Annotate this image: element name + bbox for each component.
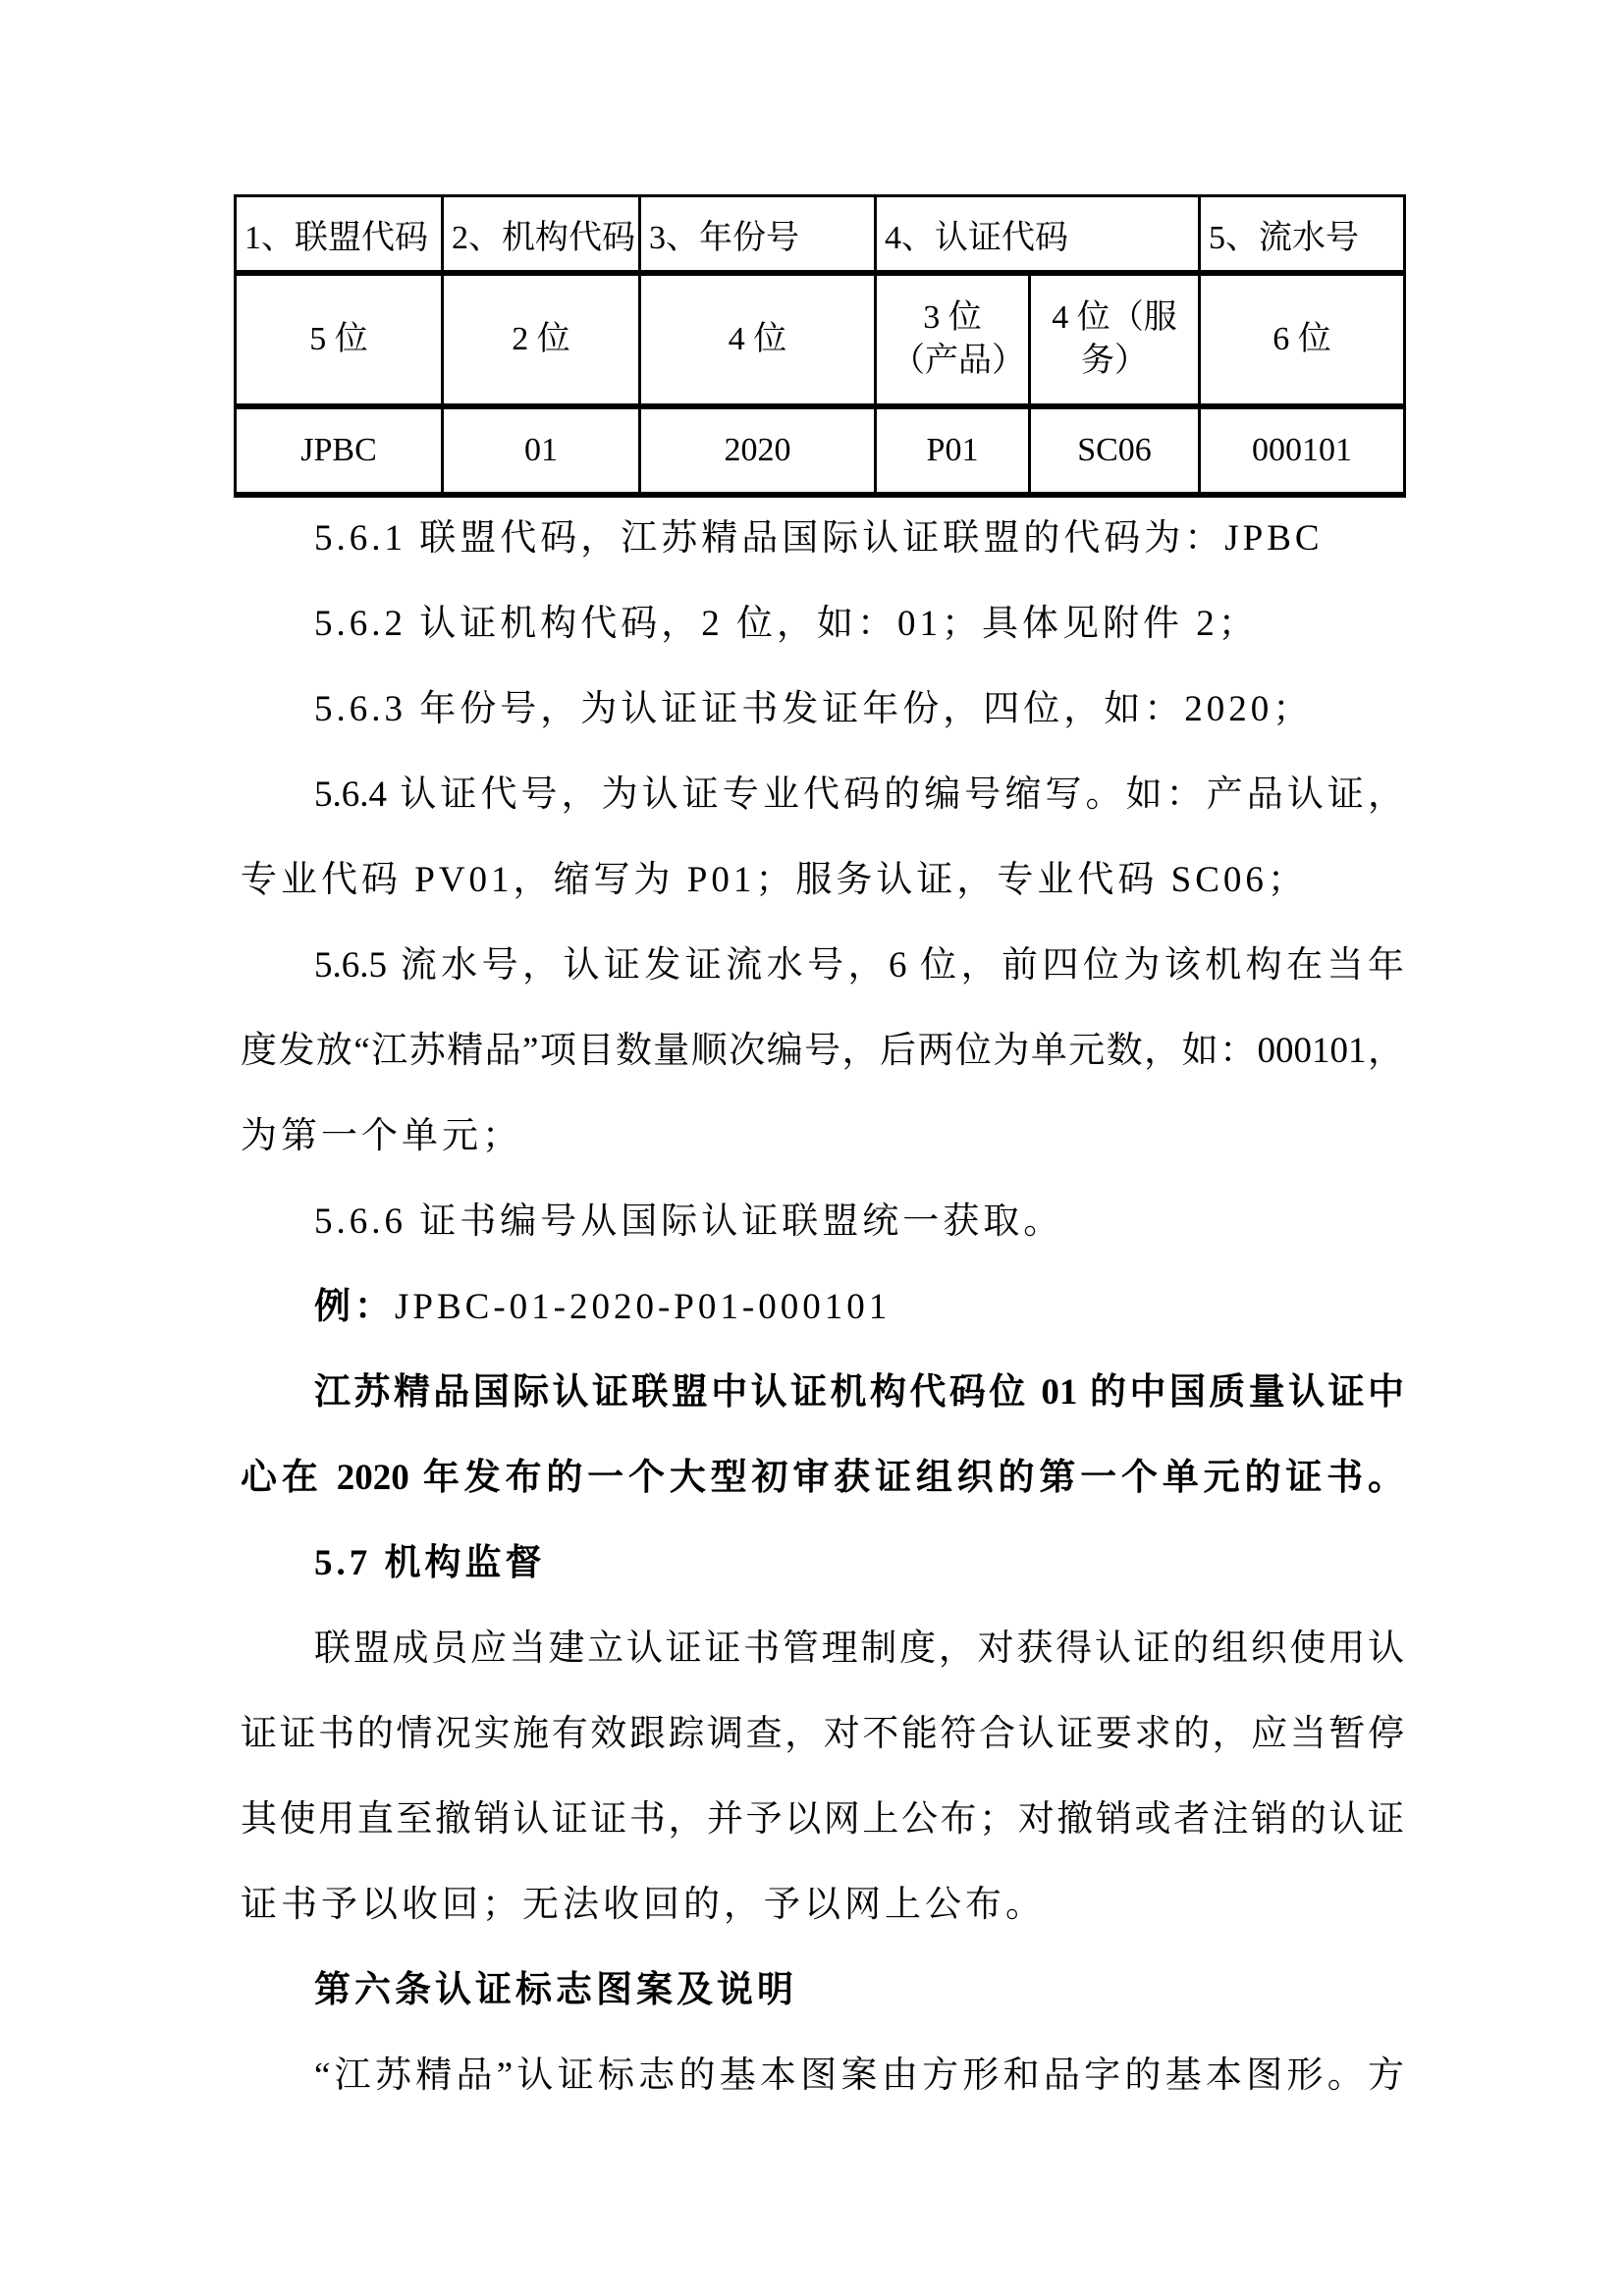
example-code-value: JPBC-01-2020-P01-000101 [395, 1287, 892, 1327]
clause-5-7-body-2: 证证书的情况实施有效跟踪调查，对不能符合认证要求的，应当暂停 [241, 1714, 1404, 1754]
cert-description-2: 心在 2020 年发布的一个大型初审获证组织的第一个单元的证书。 [241, 1458, 1404, 1498]
table-digits-row [236, 273, 1405, 406]
cell-org-digits: 2 位 [443, 273, 640, 406]
cell-product-digits: 3 位（产品） [876, 273, 1030, 406]
clause-5-6-4: 5.6.4 认证代号，为认证专业代码的编号缩写。如：产品认证， [314, 774, 1404, 815]
cell-year-digits: 4 位 [640, 273, 876, 406]
clause-5-6-6: 5.6.6 证书编号从国际认证联盟统一获取。 [314, 1201, 1064, 1242]
th-org-code: 2、机构代码 [443, 196, 640, 274]
clause-5-7-body-3: 其使用直至撤销认证证书，并予以网上公布；对撤销或者注销的认证 [241, 1799, 1404, 1840]
cell-service-value: SC06 [1030, 406, 1200, 495]
certificate-code-structure-table [234, 194, 1406, 498]
example-label: 例： [314, 1287, 395, 1327]
cert-description-1: 江苏精品国际认证联盟中认证机构代码位 01 的中国质量认证中 [314, 1372, 1404, 1413]
heading-5-7: 5.7 机构监督 [314, 1543, 546, 1583]
cell-org-value: 01 [443, 406, 640, 495]
th-alliance-code: 1、联盟代码 [236, 196, 443, 274]
cell-alliance-digits: 5 位 [236, 273, 443, 406]
clause-5-6-1: 5.6.1 联盟代码，江苏精品国际认证联盟的代码为：JPBC [314, 518, 1324, 559]
clause-5-6-5: 5.6.5 流水号，认证发证流水号，6 位，前四位为该机构在当年 [314, 945, 1404, 986]
table-header-row [236, 196, 1405, 274]
body-text [241, 496, 1404, 2118]
clause-5-7-body-4: 证书予以收回；无法收回的，予以网上公布。 [241, 1885, 1046, 1925]
article-6-body-1: “江苏精品”认证标志的基本图案由方形和品字的基本图形。方 [314, 2056, 1404, 2096]
table-example-row [236, 406, 1405, 495]
example-code-line [241, 1264, 1404, 1350]
clause-5-6-3: 5.6.3 年份号，为认证证书发证年份，四位，如：2020； [314, 689, 1314, 729]
cell-alliance-value: JPBC [236, 406, 443, 495]
clause-5-6-2: 5.6.2 认证机构代码，2 位，如：01；具体见附件 2； [314, 604, 1259, 644]
clause-5-6-4-cont: 专业代码 PV01，缩写为 P01；服务认证，专业代码 SC06； [241, 860, 1308, 900]
cell-product-value: P01 [876, 406, 1030, 495]
th-serial-number: 5、流水号 [1200, 196, 1405, 274]
cell-serial-digits: 6 位 [1200, 273, 1405, 406]
cell-serial-value: 000101 [1200, 406, 1405, 495]
cell-service-digits: 4 位（服务） [1030, 273, 1200, 406]
clause-5-7-body-1: 联盟成员应当建立认证证书管理制度，对获得认证的组织使用认 [314, 1629, 1404, 1669]
cell-year-value: 2020 [640, 406, 876, 495]
th-cert-code: 4、认证代码 [876, 196, 1200, 274]
clause-5-6-5-cont-1: 度发放“江苏精品”项目数量顺次编号，后两位为单元数，如：000101， [241, 1031, 1404, 1071]
clause-5-6-5-cont-2: 为第一个单元； [241, 1116, 522, 1156]
th-year-code: 3、年份号 [640, 196, 876, 274]
article-6-heading: 第六条认证标志图案及说明 [314, 1970, 797, 2010]
